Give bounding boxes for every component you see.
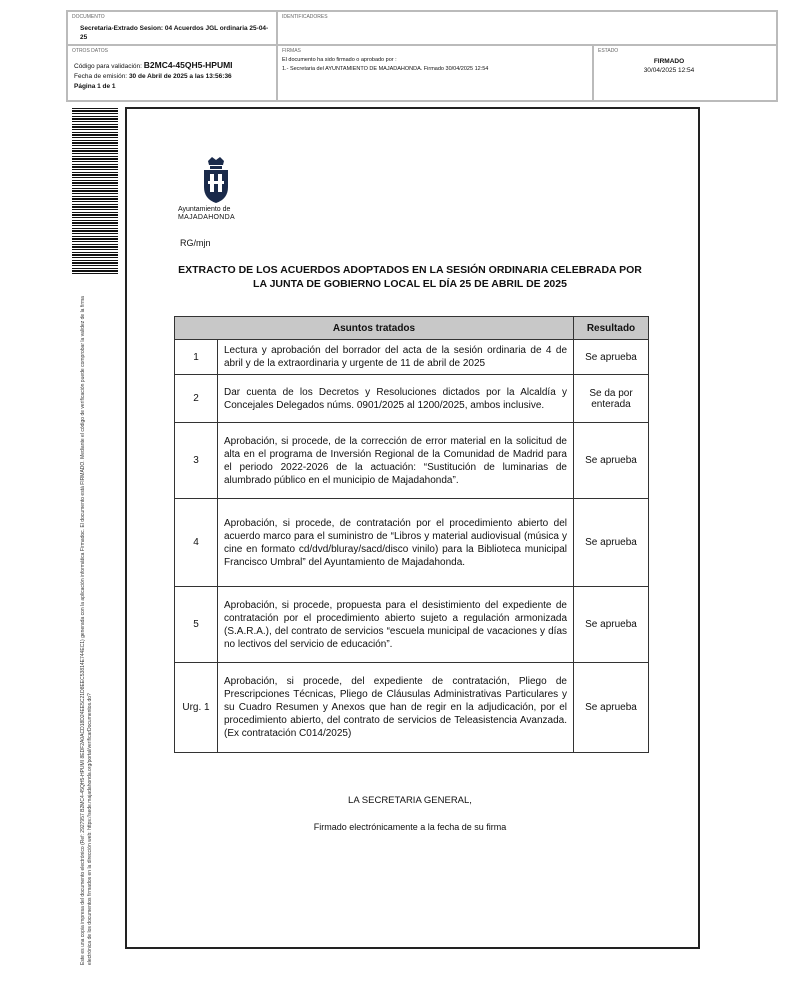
firmas-cell [277,45,593,101]
documento-value: Secretaria-Extrado Sesion: 04 Acuerdos JGL ordinaria 25-04-25 [80,25,269,41]
coat-of-arms-icon [196,155,236,205]
cell-num: 3 [175,423,218,499]
fecha-value: 30 de Abril de 2025 a las 13:56:36 [128,73,232,80]
page-count: Página 1 de 1 [74,83,116,90]
cell-desc: Aprobación, si procede, de contratación por el procedimiento abierto del acuerdo marco para el suministro de “Libros y material audiovisual (música y cine en formato cd/dvd/bluray/sacd/disco vinilo) para la Biblioteca municipal Francisco Umbral” del Ayuntamiento de Majadahonda. [218,499,574,587]
signature-note: Firmado electrónicamente a la fecha de su firma [313,822,507,832]
cell-desc: Aprobación, si procede, de la corrección de error material en la solicitud de alta en el programa de Inversión Regional de la Comunidad de Madrid para el periodo 2022-2026 de la actuación: “Sustitución de luminarias de alumbrado público en el municipio de Majadahonda”. [218,423,574,499]
resultado-header: Resultado [574,317,649,340]
firmas-line2: 1.- Secretaria del AYUNTAMIENTO DE MAJADAHONDA. Firmado 30/04/2025 12:54 [282,66,489,72]
table-row [175,499,649,587]
logo-line1: Ayuntamiento de [178,206,231,213]
firmas-label: FIRMAS [282,48,301,54]
cell-num: 1 [175,340,218,375]
signature-title: LA SECRETARIA GENERAL, [348,795,472,806]
cell-res: Se aprueba [574,663,649,753]
fecha-emision [74,73,232,80]
cell-num: 2 [175,375,218,423]
reference-code: RG/mjn [180,238,211,248]
table-header-row [175,317,649,340]
table-row [175,340,649,375]
codigo-label: Código para validación: [74,63,142,70]
estado-value: FIRMADO [653,58,685,65]
fecha-label: Fecha de emisión: [74,73,128,80]
document-title: EXTRACTO DE LOS ACUERDOS ADOPTADOS EN LA SESIÓN ORDINARIA CELEBRADA POR LA JUNTA DE GOBIERNO LOCAL EL DÍA 25 DE ABRIL DE 2025 [178,264,642,290]
estado-cell [593,45,777,101]
table-row [175,423,649,499]
document-header [66,10,778,102]
side-verification-text: Este es una copia impresa del documento electrónico (Ref: 2927957 B2MC4-45QH5-HPUMI 8EDF2A0ACD18D24EE5C21D8EEC53814E744EC1) generada con la aplicación informática Firmadoc. El documento está FIRMADO. Mediante el código de verificación puede comprobar la validez de la firma electrónica de los documentos firmados en la dirección web: https://sede.majadahonda.org/portal/verificarDocumentos.do? [80,296,93,965]
documento-cell [67,11,277,45]
cell-desc: Aprobación, si procede, del expediente de contratación, Pliego de Prescripciones Técnicas, Pliego de Cláusulas Administrativas Particulares y su Cuadro Resumen y Anexos que han de regir en la adjudicación, por el procedimiento abierto, del contrato de servicios de Teleasistencia Avanzada. (Ex contratación C014/2025) [218,663,574,753]
cell-desc: Lectura y aprobación del borrador del acta de la sesión ordinaria de 4 de abril y de la extraordinaria y urgente de 11 de abril de 2025 [218,340,574,375]
otros-datos-label: OTROS DATOS [72,48,108,54]
estado-label: ESTADO [598,48,619,54]
cell-res: Se aprueba [574,587,649,663]
asuntos-header: Asuntos tratados [175,317,574,340]
cell-res: Se aprueba [574,499,649,587]
codigo-value: B2MC4-45QH5-HPUMI [143,60,233,70]
cell-desc: Aprobación, si procede, propuesta para el desistimiento del expediente de contratación por el procedimiento abierto sujeto a regulación armonizada (S.A.R.A.), del contrato de servicios “escuela municipal de vacaciones y días no lectivos del servicio de educación”. [218,587,574,663]
otros-datos-cell [67,45,277,101]
identificadores-label: IDENTIFICADORES [282,14,328,20]
identificadores-cell [277,11,777,45]
documento-label: DOCUMENTO [72,14,105,20]
cell-res: Se da por enterada [574,375,649,423]
cell-res: Se aprueba [574,423,649,499]
logo-line2: MAJADAHONDA [178,214,235,221]
codigo-validacion [74,60,233,70]
table-row [175,663,649,753]
cell-desc: Dar cuenta de los Decretos y Resoluciones dictados por la Alcaldía y Concejales Delegados núms. 0901/2025 al 1200/2025, ambos inclusive. [218,375,574,423]
estado-date: 30/04/2025 12:54 [643,67,695,74]
agreements-table [174,316,649,753]
cell-num: Urg. 1 [175,663,218,753]
cell-num: 5 [175,587,218,663]
table-row [175,587,649,663]
firmas-line1: El documento ha sido firmado o aprobado por : [282,57,397,63]
table-row [175,375,649,423]
cell-res: Se aprueba [574,340,649,375]
barcode [72,108,118,276]
cell-num: 4 [175,499,218,587]
